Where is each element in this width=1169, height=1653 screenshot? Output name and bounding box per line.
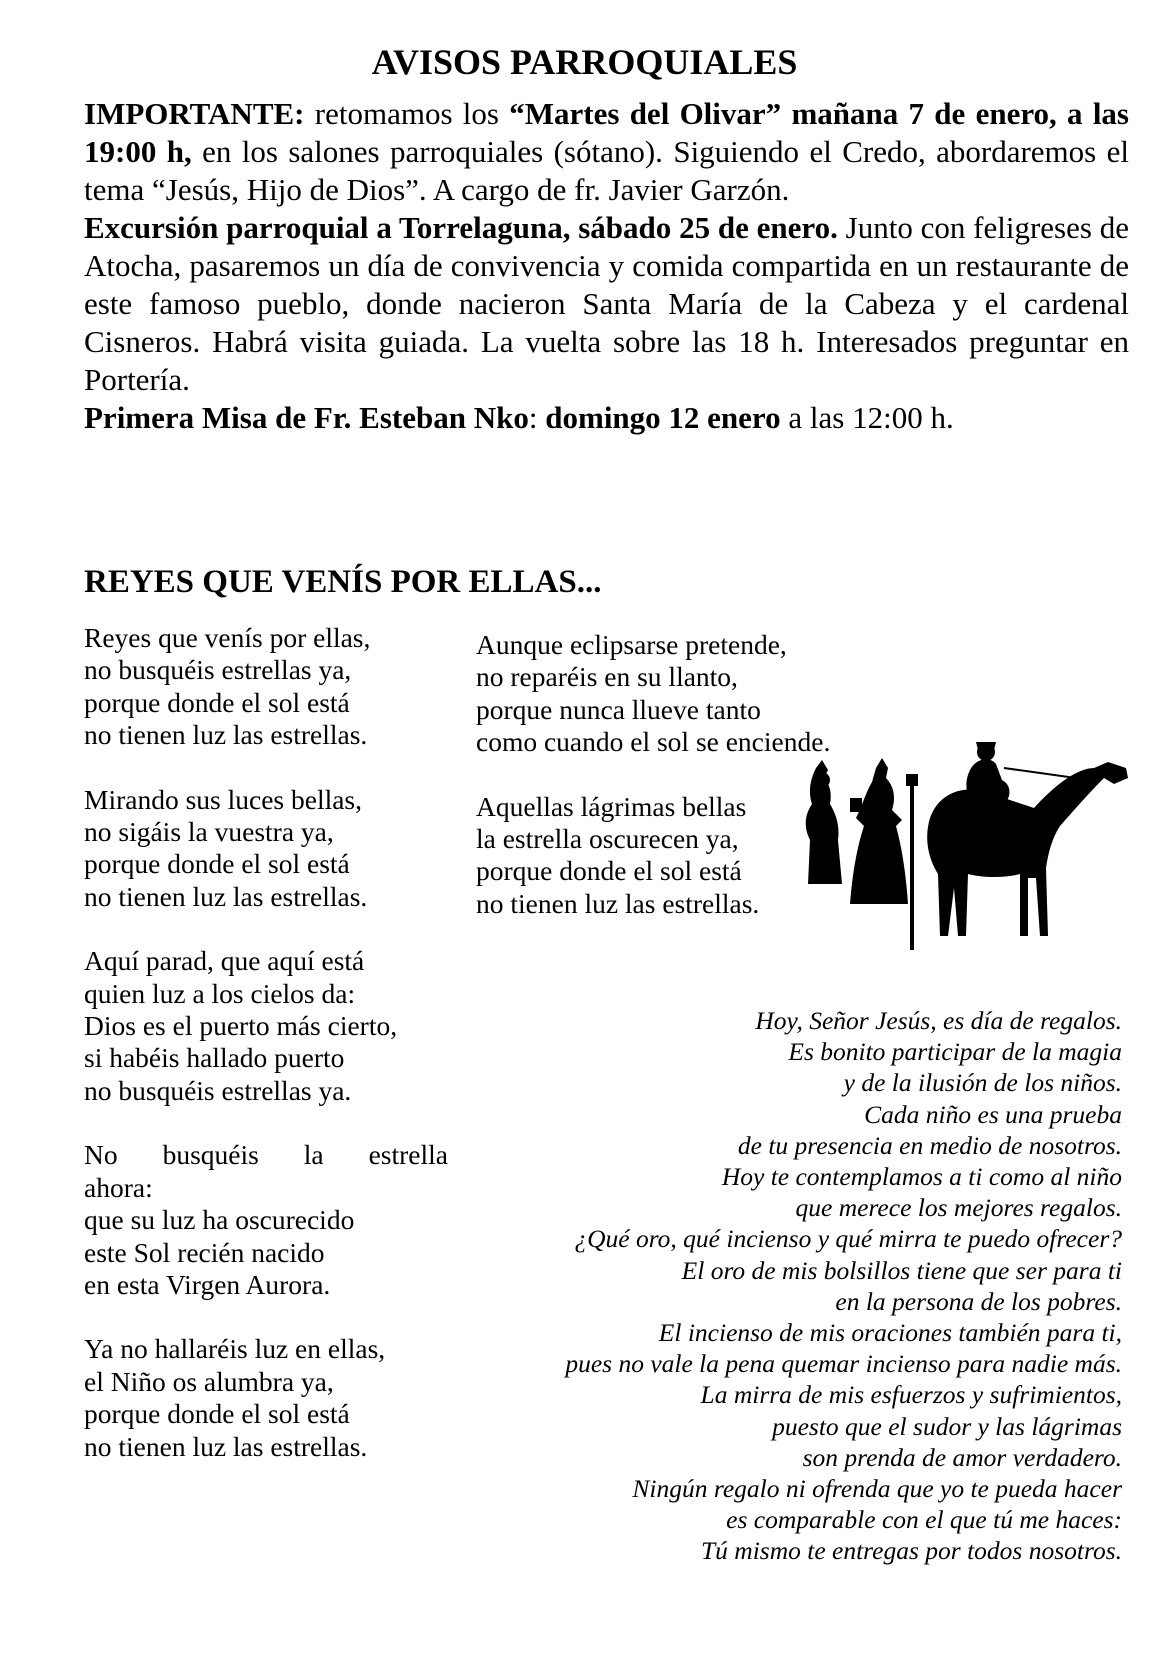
poem-line: Dios es el puerto más cierto, <box>84 1010 398 1042</box>
prayer-line: son prenda de amor verdadero. <box>802 1442 1122 1472</box>
poem-line: no sigáis la vuestra ya, <box>84 816 334 848</box>
camel-rider-silhouette <box>927 742 1128 936</box>
notice-text: a las 12:00 h. <box>780 400 954 435</box>
prayer-line: Hoy, Señor Jesús, es día de regalos. <box>755 1006 1122 1035</box>
poem-line: no busquéis estrellas ya, <box>84 654 352 686</box>
poem-line: ahora: <box>84 1171 153 1203</box>
poem-line: Aunque eclipsarse pretende, <box>476 629 787 660</box>
poem-word: estrella <box>368 1139 448 1171</box>
notice-text: Junto con feligreses de Atocha, pasaremos un día de convivencia y comida compartida en un restaurante de este famoso pueblo, donde nacieron Santa María de la Cabeza y el cardenal Cisneros. Habrá visita guiada. La vuelta sobre las 18 h. Interesados preguntar en Portería. <box>84 210 1129 397</box>
poem-line: Reyes que venís por ellas, <box>84 622 371 653</box>
prayer-line: y de la ilusión de los niños. <box>843 1068 1122 1098</box>
notice-highlight: “Martes del Olivar” mañana 7 de enero, a las 19:00 h, <box>84 96 1129 169</box>
notice-text: en los salones parroquiales (sótano). Siguiendo el Credo, abordaremos el tema “Jesús, Hijo de Dios”. A cargo de fr. Javier Garzón. <box>84 134 1129 207</box>
poem-line: no busquéis estrellas ya. <box>84 1074 352 1106</box>
notice-text: : <box>528 400 546 435</box>
poem-line: Aquí parad, que aquí está <box>84 945 365 977</box>
poem-stanza <box>84 1139 454 1301</box>
poem-line: no tienen luz las estrellas. <box>84 719 368 751</box>
notice-primera-misa <box>84 399 1129 437</box>
prayer-line: Ningún regalo ni ofrenda que yo te pueda hacer <box>632 1474 1122 1504</box>
prayer-line: Tú mismo te entregas por todos nosotros. <box>700 1536 1122 1566</box>
notice-highlight: Primera Misa de Fr. Esteban Nko <box>84 400 529 435</box>
poem-line: Ya no hallaréis luz en ellas, <box>84 1333 386 1365</box>
poem-line: Mirando sus luces bellas, <box>84 783 363 815</box>
poem-line: porque nunca llueve tanto <box>476 693 761 725</box>
poem-line: este Sol recién nacido <box>84 1236 325 1268</box>
poem-line: porque donde el sol está <box>84 848 350 880</box>
poem-word: No <box>84 1139 118 1171</box>
page-title: AVISOS PARROQUIALES <box>371 42 798 82</box>
poem-line: quien luz a los cielos da: <box>84 977 356 1009</box>
poem-stanza <box>84 945 454 1107</box>
poem-line: porque donde el sol está <box>84 686 350 718</box>
poem-line: no reparéis en su llanto, <box>476 661 738 693</box>
poem-line: no tienen luz las estrellas. <box>476 887 760 919</box>
prayer-line: de tu presencia en medio de nosotros. <box>737 1130 1122 1160</box>
poem-title: REYES QUE VENÍS POR ELLAS... <box>84 564 602 600</box>
notice-label-importante: IMPORTANTE: <box>84 96 305 131</box>
prayer-line: Hoy te contemplamos a ti como al niño <box>721 1162 1122 1192</box>
poem-left-column <box>84 622 454 1495</box>
parish-notices <box>84 95 1129 437</box>
poem-line: en esta Virgen Aurora. <box>84 1268 331 1300</box>
poem-word: la <box>303 1139 324 1171</box>
prayer-line: El incienso de mis oraciones también para ti, <box>658 1318 1122 1348</box>
prayer-line: es comparable con el que tú me haces: <box>726 1505 1122 1535</box>
prayer-line: pues no vale la pena quemar incienso para nadie más. <box>565 1349 1122 1379</box>
prayer-line: La mirra de mis esfuerzos y sufrimientos, <box>700 1380 1122 1410</box>
poem-line: si habéis hallado puerto <box>84 1042 345 1074</box>
prayer-line: Es bonito participar de la magia <box>788 1037 1122 1067</box>
poem-line: el Niño os alumbra ya, <box>84 1365 334 1397</box>
poem-stanza <box>84 784 454 914</box>
king-silhouette <box>806 760 842 884</box>
poem-line: la estrella oscurecen ya, <box>476 823 739 855</box>
prayer-line: ¿Qué oro, qué incienso y qué mirra te puedo ofrecer? <box>574 1224 1122 1254</box>
prayer-line: en la persona de los pobres. <box>835 1286 1122 1316</box>
prayer-line: El oro de mis bolsillos tiene que ser para ti <box>681 1255 1122 1285</box>
prayer-line: que merece los mejores regalos. <box>795 1193 1122 1223</box>
notice-highlight: domingo 12 enero <box>545 400 781 435</box>
prayer-line: Cada niño es una prueba <box>864 1099 1122 1129</box>
poem-line: porque donde el sol está <box>476 855 742 887</box>
notice-martes-olivar <box>84 95 1129 209</box>
poem-line-justified <box>84 1139 448 1171</box>
poem-line: Aquellas lágrimas bellas <box>476 790 747 822</box>
poem-word: busquéis <box>162 1139 259 1171</box>
notice-text: retomamos los <box>304 96 510 131</box>
king-silhouette <box>850 758 918 950</box>
notice-highlight: Excursión parroquial a Torrelaguna, sábado 25 de enero. <box>84 210 838 245</box>
three-kings-silhouette-image <box>790 728 1142 950</box>
prayer-text <box>470 1005 1122 1567</box>
poem-line: no tienen luz las estrellas. <box>84 1430 368 1462</box>
poem-line: como cuando el sol se enciende. <box>476 726 831 758</box>
prayer-line: puesto que el sudor y las lágrimas <box>772 1411 1122 1441</box>
poem-stanza <box>84 622 454 752</box>
poem-line: que su luz ha oscurecido <box>84 1204 355 1236</box>
poem-line: no tienen luz las estrellas. <box>84 880 368 912</box>
poem-stanza <box>84 1333 454 1463</box>
poem-line: porque donde el sol está <box>84 1398 350 1430</box>
notice-excursion <box>84 209 1129 399</box>
